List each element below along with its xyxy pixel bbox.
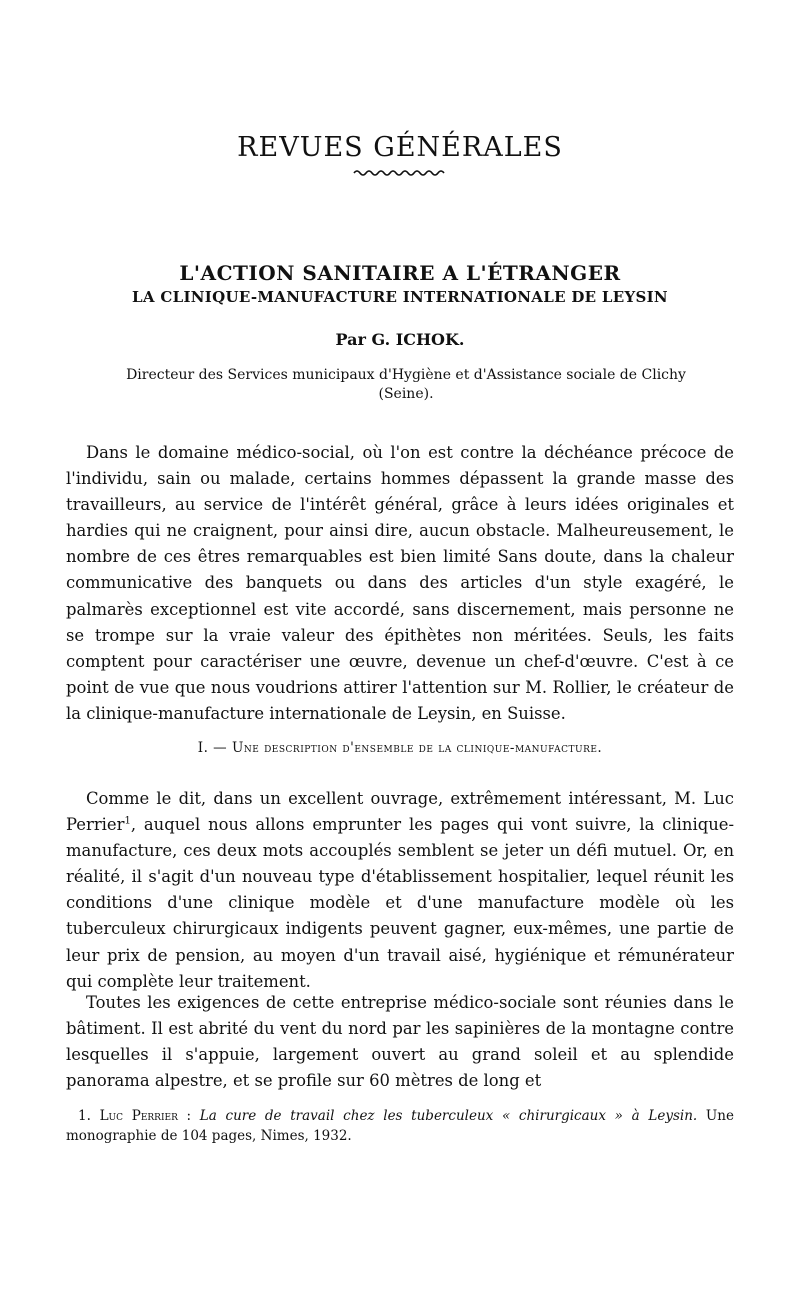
paragraph-2	[66, 786, 734, 995]
wavy-ornament	[350, 166, 450, 180]
footnote-marker: 1	[124, 815, 131, 827]
article-title: L'ACTION SANITAIRE A L'ÉTRANGER	[179, 260, 621, 285]
section-heading-number: I. —	[197, 740, 228, 756]
author-affiliation: Directeur des Services municipaux d'Hygiène et d'Assistance sociale de Clichy (Seine).	[126, 367, 686, 402]
footnote-number: 1.	[78, 1108, 91, 1124]
footnote	[66, 1106, 734, 1146]
section-title: REVUES GÉNÉRALES	[237, 132, 563, 164]
paragraph-2-part-1: Comme le dit, dans un excellent ouvrage, extrêmement intéressant, M. Luc Perrier	[66, 789, 734, 835]
footnote-rest: Une monographie de 104 pages, Nimes, 1932.	[66, 1108, 734, 1144]
footnote-sep: :	[177, 1108, 200, 1124]
paragraph-2-part-2: , auquel nous allons emprunter les pages qui vont suivre, la clinique-manufacture, ces deux mots accouplés semblent se jeter un défi mutuel. Or, en réalité, il s'agit d'un nouveau type d'établissement hospitalier, lequel réunit les conditions d'une clinique modèle et d'une manufacture modèle où les tuberculeux chirurgicaux indigents peuvent gagner, eux-mêmes, une partie de leur prix de pension, au moyen d'un travail aisé, hygiénique et rémunérateur qui complète leur traitement.	[66, 815, 734, 991]
author-line: Par G. ICHOK.	[335, 330, 465, 349]
article-subtitle: LA CLINIQUE-MANUFACTURE INTERNATIONALE DE LEYSIN	[132, 288, 668, 306]
intro-paragraph: Dans le domaine médico-social, où l'on est contre la déchéance précoce de l'individu, sain ou malade, certains hommes dépassent la grande masse des travailleurs, au service de l'intérêt général, grâce à leurs idées originales et hardies qui ne craignent, pour ainsi dire, aucun obstacle. Malheureusement, le nombre de ces êtres remarquables est bien limité Sans doute, dans la chaleur communicative des banquets ou dans des articles d'un style exagéré, le palmarès exceptionnel est vite accordé, sans discernement, mais personne ne se trompe sur la vraie valeur des épithètes non méritées. Seuls, les faits comptent pour caractériser une œuvre, devenue un chef-d'œuvre. C'est à ce point de vue que nous voudrions attirer l'attention sur M. Rollier, le créateur de la clinique-manufacture internationale de Leysin, en Suisse.	[66, 443, 734, 723]
section-heading	[66, 740, 734, 756]
footnote-title: La cure de travail chez les tuberculeux « chirurgicaux » à Leysin.	[199, 1108, 698, 1124]
paragraph-3: Toutes les exigences de cette entreprise médico-sociale sont réunies dans le bâtiment. Il est abrité du vent du nord par les sapinières de la montagne contre lesquelles il s'appuie, largement ouvert au grand soleil et au splendide panorama alpestre, et se profile sur 60 mètres de long et	[66, 993, 734, 1091]
footnote-author: Luc Perrier	[99, 1108, 178, 1124]
section-heading-text: Une description d'ensemble de la clinique-manufacture.	[231, 740, 603, 756]
